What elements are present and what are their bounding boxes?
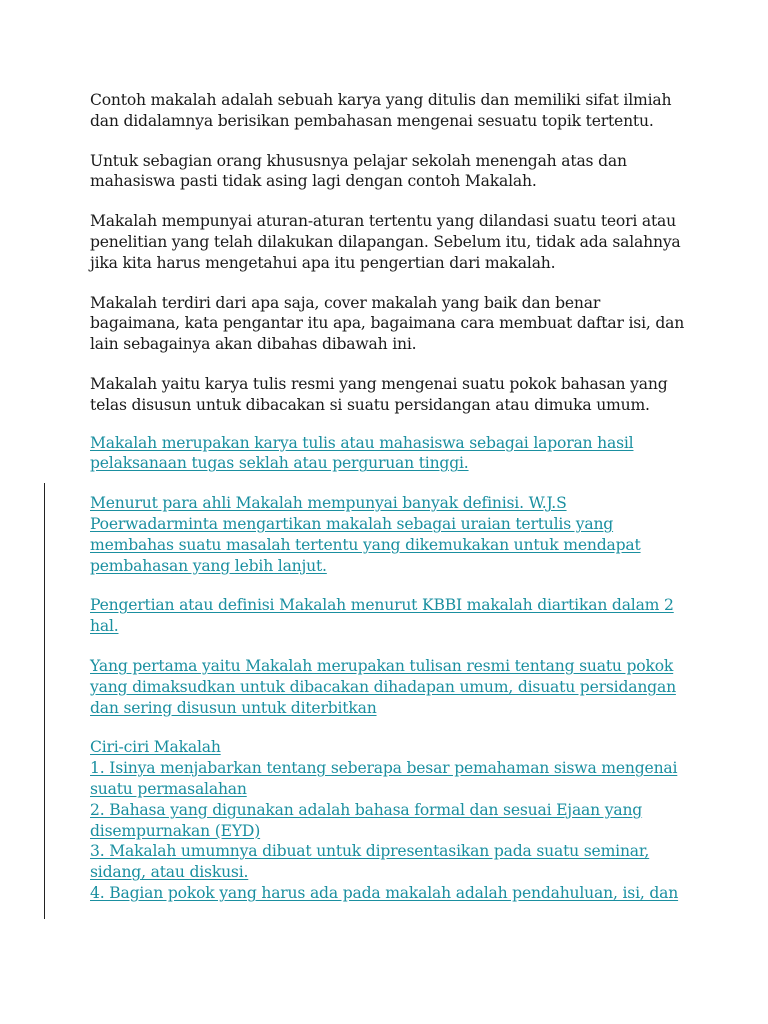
link-paragraph-3[interactable]: Pengertian atau definisi Makalah menurut KBBI makalah diartikan dalam 2 hal. [90,596,674,636]
linked-section [90,433,690,904]
link-paragraph-4[interactable]: Yang pertama yaitu Makalah merupakan tulisan resmi tentang suatu pokok yang dimaksudkan untuk dibacakan dihadapan umum, disuatu persidangan dan sering disusun untuk diterbitkan [90,656,676,717]
ciri-heading-link[interactable]: Ciri-ciri Makalah [90,738,221,757]
ciri-list [90,737,690,903]
change-bar [44,483,45,919]
ciri-item-3-link[interactable]: 3. Makalah umumnya dibuat untuk dipresentasikan pada suatu seminar, sidang, atau diskusi. [90,842,650,882]
ciri-item-4-link[interactable]: 4. Bagian pokok yang harus ada pada makalah adalah pendahuluan, isi, dan [90,883,679,902]
paragraph-1: Contoh makalah adalah sebuah karya yang ditulis dan memiliki sifat ilmiah dan didalamnya berisikan pembahasan mengenai sesuatu topik tertentu. [90,91,672,130]
ciri-item-2-link[interactable]: 2. Bahasa yang digunakan adalah bahasa formal dan sesuai Ejaan yang disempurnakan (EYD) [90,800,643,840]
paragraph-4: Makalah terdiri dari apa saja, cover makalah yang baik dan benar bagaimana, kata pengantar itu apa, bagaimana cara membuat daftar isi, dan lain sebagainya akan dibahas dibawah ini. [90,293,685,354]
ciri-item-1-link[interactable]: 1. Isinya menjabarkan tentang seberapa besar pemahaman siswa mengenai suatu permasalahan [90,759,678,798]
paragraph-5: Makalah yaitu karya tulis resmi yang mengenai suatu pokok bahasan yang telas disusun untuk dibacakan si suatu persidangan atau dimuka umum. [90,374,668,414]
document-body [90,90,690,904]
link-paragraph-2[interactable]: Menurut para ahli Makalah mempunyai banyak definisi. W.J.S Poerwadarminta mengartikan makalah sebagai uraian tertulis yang membahas suatu masalah tertentu yang dikemukakan untuk mendapat pembahasan yang lebih lanjut. [90,494,641,575]
paragraph-3: Makalah mempunyai aturan-aturan tertentu yang dilandasi suatu teori atau penelitian yang telah dilakukan dilapangan. Sebelum itu, tidak ada salahnya jika kita harus mengetahui apa itu pengertian dari makalah. [90,212,681,272]
paragraph-2: Untuk sebagian orang khususnya pelajar sekolah menengah atas dan mahasiswa pasti tidak asing lagi dengan contoh Makalah. [90,151,627,191]
link-paragraph-1[interactable]: Makalah merupakan karya tulis atau mahasiswa sebagai laporan hasil pelaksanaan tugas seklah atau perguruan tinggi. [90,433,634,473]
